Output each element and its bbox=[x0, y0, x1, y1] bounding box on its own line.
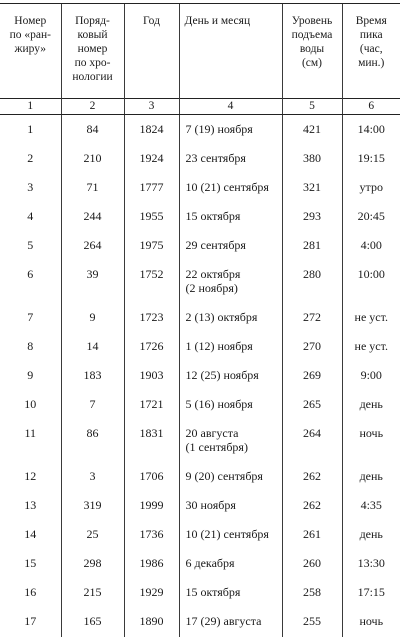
header-row bbox=[0, 4, 400, 99]
text-line: 30 ноября bbox=[186, 498, 282, 512]
header-level bbox=[282, 4, 342, 99]
year-cell: 1726 bbox=[124, 333, 179, 362]
text-line: 9 (20) сентября bbox=[186, 469, 282, 483]
date-cell bbox=[179, 608, 282, 637]
header-chrono bbox=[61, 4, 124, 99]
header-peak-time bbox=[342, 4, 400, 99]
date-cell bbox=[179, 492, 282, 521]
date-cell bbox=[179, 579, 282, 608]
chrono-number-cell: 9 bbox=[61, 304, 124, 333]
rank-cell: 3 bbox=[0, 174, 61, 203]
water-level-cell: 264 bbox=[282, 420, 342, 463]
chrono-number-cell: 165 bbox=[61, 608, 124, 637]
rank-cell: 12 bbox=[0, 463, 61, 492]
header-year bbox=[124, 4, 179, 99]
peak-time-cell: день bbox=[342, 521, 400, 550]
rank-cell: 13 bbox=[0, 492, 61, 521]
table-body bbox=[0, 115, 400, 637]
date-cell bbox=[179, 115, 282, 146]
peak-time-cell: 17:15 bbox=[342, 579, 400, 608]
text-line: пика bbox=[343, 28, 400, 42]
table-row bbox=[0, 145, 400, 174]
text-line: нологии bbox=[62, 70, 124, 84]
text-line: 5 (16) ноября bbox=[186, 397, 282, 411]
date-cell bbox=[179, 232, 282, 261]
water-level-cell: 280 bbox=[282, 261, 342, 304]
water-level-cell: 270 bbox=[282, 333, 342, 362]
rank-cell: 17 bbox=[0, 608, 61, 637]
text-line: 22 октября bbox=[186, 267, 282, 281]
peak-time-cell: 19:15 bbox=[342, 145, 400, 174]
table-row bbox=[0, 362, 400, 391]
table-row bbox=[0, 391, 400, 420]
text-line: подъема bbox=[283, 28, 342, 42]
rank-cell: 14 bbox=[0, 521, 61, 550]
text-line: 10 (21) сентября bbox=[186, 527, 282, 541]
text-line: Номер bbox=[0, 14, 61, 28]
water-level-cell: 262 bbox=[282, 492, 342, 521]
table-row bbox=[0, 232, 400, 261]
peak-time-cell: 10:00 bbox=[342, 261, 400, 304]
text-line: Уровень bbox=[283, 14, 342, 28]
text-line: ковый bbox=[62, 28, 124, 42]
peak-time-cell: день bbox=[342, 463, 400, 492]
date-cell bbox=[179, 550, 282, 579]
table-row bbox=[0, 115, 400, 146]
column-number: 4 bbox=[179, 99, 282, 115]
column-number: 3 bbox=[124, 99, 179, 115]
peak-time-cell: 14:00 bbox=[342, 115, 400, 146]
year-cell: 1777 bbox=[124, 174, 179, 203]
rank-cell: 9 bbox=[0, 362, 61, 391]
peak-time-cell: не уст. bbox=[342, 333, 400, 362]
year-cell: 1706 bbox=[124, 463, 179, 492]
chrono-number-cell: 244 bbox=[61, 203, 124, 232]
water-level-cell: 321 bbox=[282, 174, 342, 203]
chrono-number-cell: 14 bbox=[61, 333, 124, 362]
table-row bbox=[0, 521, 400, 550]
chrono-number-cell: 71 bbox=[61, 174, 124, 203]
text-line: Время bbox=[343, 14, 400, 28]
water-level-cell: 262 bbox=[282, 463, 342, 492]
table-row bbox=[0, 550, 400, 579]
text-line: по хро- bbox=[62, 56, 124, 70]
water-level-cell: 380 bbox=[282, 145, 342, 174]
chrono-number-cell: 7 bbox=[61, 391, 124, 420]
text-line: 20 августа bbox=[186, 426, 282, 440]
chrono-number-cell: 298 bbox=[61, 550, 124, 579]
table-row bbox=[0, 608, 400, 637]
header-rank bbox=[0, 4, 61, 99]
peak-time-cell: 4:35 bbox=[342, 492, 400, 521]
water-level-cell: 269 bbox=[282, 362, 342, 391]
year-cell: 1986 bbox=[124, 550, 179, 579]
text-line: 23 сентября bbox=[186, 151, 282, 165]
date-cell bbox=[179, 333, 282, 362]
peak-time-cell: 20:45 bbox=[342, 203, 400, 232]
text-line: по «ран- bbox=[0, 28, 61, 42]
chrono-number-cell: 39 bbox=[61, 261, 124, 304]
chrono-number-cell: 183 bbox=[61, 362, 124, 391]
chrono-number-cell: 25 bbox=[61, 521, 124, 550]
rank-cell: 1 bbox=[0, 115, 61, 146]
text-line: (1 сентября) bbox=[186, 440, 282, 454]
table-row bbox=[0, 420, 400, 463]
table-row bbox=[0, 304, 400, 333]
rank-cell: 7 bbox=[0, 304, 61, 333]
text-line: мин.) bbox=[343, 56, 400, 70]
text-line: 6 декабря bbox=[186, 556, 282, 570]
rank-cell: 5 bbox=[0, 232, 61, 261]
year-cell: 1824 bbox=[124, 115, 179, 146]
chrono-number-cell: 210 bbox=[61, 145, 124, 174]
peak-time-cell: день bbox=[342, 391, 400, 420]
text-line: 15 октября bbox=[186, 585, 282, 599]
peak-time-cell: 9:00 bbox=[342, 362, 400, 391]
text-line: (2 ноября) bbox=[186, 281, 282, 295]
table-header bbox=[0, 4, 400, 115]
date-cell bbox=[179, 362, 282, 391]
water-level-cell: 260 bbox=[282, 550, 342, 579]
water-level-cell: 265 bbox=[282, 391, 342, 420]
year-cell: 1890 bbox=[124, 608, 179, 637]
rank-cell: 16 bbox=[0, 579, 61, 608]
table-row bbox=[0, 492, 400, 521]
water-level-cell: 293 bbox=[282, 203, 342, 232]
rank-cell: 4 bbox=[0, 203, 61, 232]
text-line: номер bbox=[62, 42, 124, 56]
date-cell bbox=[179, 521, 282, 550]
text-line: (час, bbox=[343, 42, 400, 56]
date-cell bbox=[179, 261, 282, 304]
rank-cell: 6 bbox=[0, 261, 61, 304]
text-line: 2 (13) октября bbox=[186, 310, 282, 324]
chrono-number-cell: 3 bbox=[61, 463, 124, 492]
chrono-number-cell: 319 bbox=[61, 492, 124, 521]
table-row bbox=[0, 203, 400, 232]
date-cell bbox=[179, 391, 282, 420]
table-row bbox=[0, 174, 400, 203]
peak-time-cell: не уст. bbox=[342, 304, 400, 333]
rank-cell: 10 bbox=[0, 391, 61, 420]
rank-cell: 2 bbox=[0, 145, 61, 174]
text-line: 10 (21) сентября bbox=[186, 180, 282, 194]
water-level-cell: 421 bbox=[282, 115, 342, 146]
text-line: 1 (12) ноября bbox=[186, 339, 282, 353]
peak-time-cell: 4:00 bbox=[342, 232, 400, 261]
text-line: Год bbox=[125, 14, 179, 28]
column-number: 1 bbox=[0, 99, 61, 115]
text-line: 29 сентября bbox=[186, 238, 282, 252]
text-line: (см) bbox=[283, 56, 342, 70]
year-cell: 1721 bbox=[124, 391, 179, 420]
table-row bbox=[0, 579, 400, 608]
year-cell: 1723 bbox=[124, 304, 179, 333]
column-number: 5 bbox=[282, 99, 342, 115]
text-line: жиру» bbox=[0, 42, 61, 56]
rank-cell: 8 bbox=[0, 333, 61, 362]
text-line: воды bbox=[283, 42, 342, 56]
year-cell: 1929 bbox=[124, 579, 179, 608]
date-cell bbox=[179, 203, 282, 232]
column-number: 6 bbox=[342, 99, 400, 115]
peak-time-cell: утро bbox=[342, 174, 400, 203]
floods-table bbox=[0, 3, 400, 637]
year-cell: 1955 bbox=[124, 203, 179, 232]
text-line: Поряд- bbox=[62, 14, 124, 28]
chrono-number-cell: 264 bbox=[61, 232, 124, 261]
water-level-cell: 255 bbox=[282, 608, 342, 637]
year-cell: 1736 bbox=[124, 521, 179, 550]
text-line: 7 (19) ноября bbox=[186, 122, 282, 136]
text-line: 12 (25) ноября bbox=[186, 368, 282, 382]
peak-time-cell: ночь bbox=[342, 420, 400, 463]
text-line: День и месяц bbox=[185, 14, 282, 28]
year-cell: 1831 bbox=[124, 420, 179, 463]
text-line: 17 (29) августа bbox=[186, 614, 282, 628]
year-cell: 1924 bbox=[124, 145, 179, 174]
year-cell: 1975 bbox=[124, 232, 179, 261]
table-row bbox=[0, 333, 400, 362]
date-cell bbox=[179, 174, 282, 203]
chrono-number-cell: 86 bbox=[61, 420, 124, 463]
date-cell bbox=[179, 463, 282, 492]
date-cell bbox=[179, 145, 282, 174]
text-line: 15 октября bbox=[186, 209, 282, 223]
date-cell bbox=[179, 420, 282, 463]
column-number: 2 bbox=[61, 99, 124, 115]
peak-time-cell: ночь bbox=[342, 608, 400, 637]
rank-cell: 11 bbox=[0, 420, 61, 463]
year-cell: 1752 bbox=[124, 261, 179, 304]
header-date bbox=[179, 4, 282, 99]
table-row bbox=[0, 261, 400, 304]
chrono-number-cell: 84 bbox=[61, 115, 124, 146]
water-level-cell: 272 bbox=[282, 304, 342, 333]
rank-cell: 15 bbox=[0, 550, 61, 579]
date-cell bbox=[179, 304, 282, 333]
year-cell: 1999 bbox=[124, 492, 179, 521]
water-level-cell: 261 bbox=[282, 521, 342, 550]
chrono-number-cell: 215 bbox=[61, 579, 124, 608]
water-level-cell: 281 bbox=[282, 232, 342, 261]
year-cell: 1903 bbox=[124, 362, 179, 391]
peak-time-cell: 13:30 bbox=[342, 550, 400, 579]
water-level-cell: 258 bbox=[282, 579, 342, 608]
column-number-row bbox=[0, 99, 400, 115]
table-row bbox=[0, 463, 400, 492]
